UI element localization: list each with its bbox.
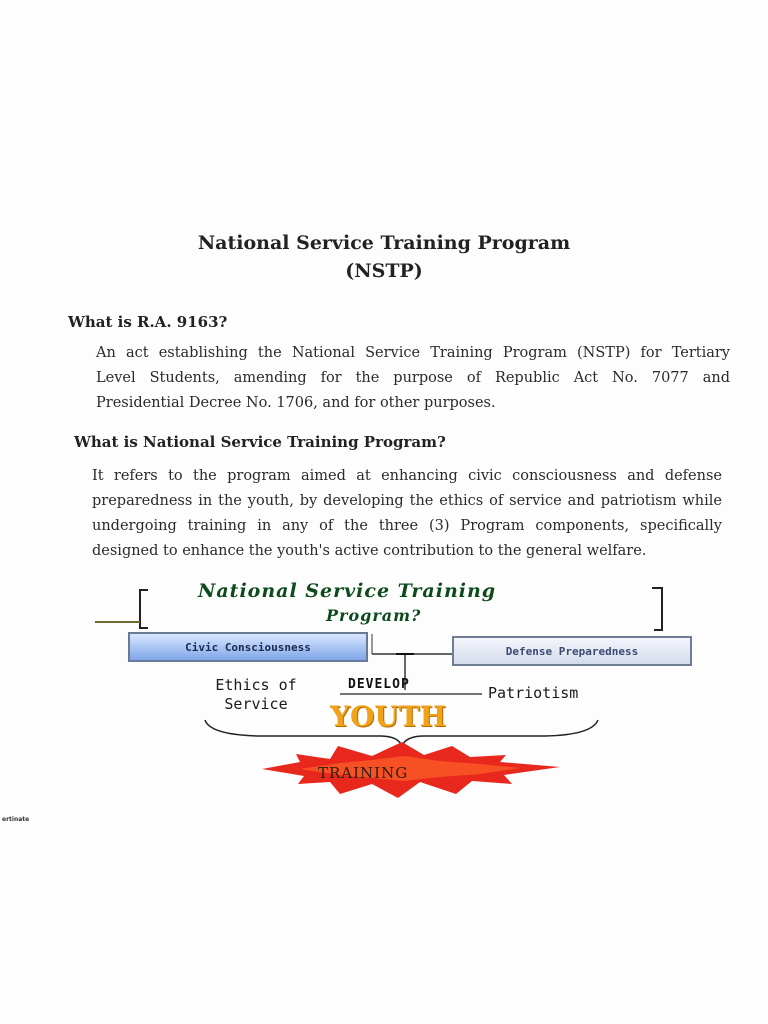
ethics-of-service-label: Ethics of Service <box>215 676 297 713</box>
training-label: TRAINING <box>318 764 409 782</box>
defense-preparedness-box: Defense Preparedness <box>452 636 692 666</box>
document-subtitle: (NSTP) <box>345 260 423 282</box>
right-bracket <box>652 588 662 630</box>
paragraph-line: designed to enhance the youth's active contribution to the general welfare. <box>92 543 647 559</box>
nstp-diagram <box>0 570 768 810</box>
document-title: National Service Training Program <box>197 232 571 254</box>
stray-text: ertinate <box>2 816 30 823</box>
paragraph-line: An act establishing the National Service Training Program (NSTP) for Tertiary <box>96 345 730 361</box>
section-heading-ra9163: What is R.A. 9163? <box>68 313 228 331</box>
section-heading-nstp: What is National Service Training Program? <box>74 433 446 451</box>
paragraph-line: Level Students, amending for the purpose of Republic Act No. 7077 and <box>96 370 730 386</box>
develop-label: DEVELOP <box>348 677 410 692</box>
section-paragraph-ra9163 <box>96 341 730 416</box>
youth-label: YOUTH <box>330 700 447 733</box>
diagram-title-line1: National Service Training <box>198 580 497 602</box>
section-paragraph-nstp <box>92 464 722 564</box>
diagram-title-line2: Program? <box>326 606 422 625</box>
paragraph-line: Presidential Decree No. 1706, and for other purposes. <box>96 395 496 411</box>
paragraph-line: undergoing training in any of the three (3) Program components, specifically <box>92 518 722 534</box>
left-bracket <box>140 590 148 628</box>
paragraph-line: preparedness in the youth, by developing the ethics of service and patriotism while <box>92 493 722 509</box>
patriotism-label: Patriotism <box>488 684 579 702</box>
paragraph-line: It refers to the program aimed at enhancing civic consciousness and defense <box>92 468 722 484</box>
civic-consciousness-box: Civic Consciousness <box>128 632 368 662</box>
